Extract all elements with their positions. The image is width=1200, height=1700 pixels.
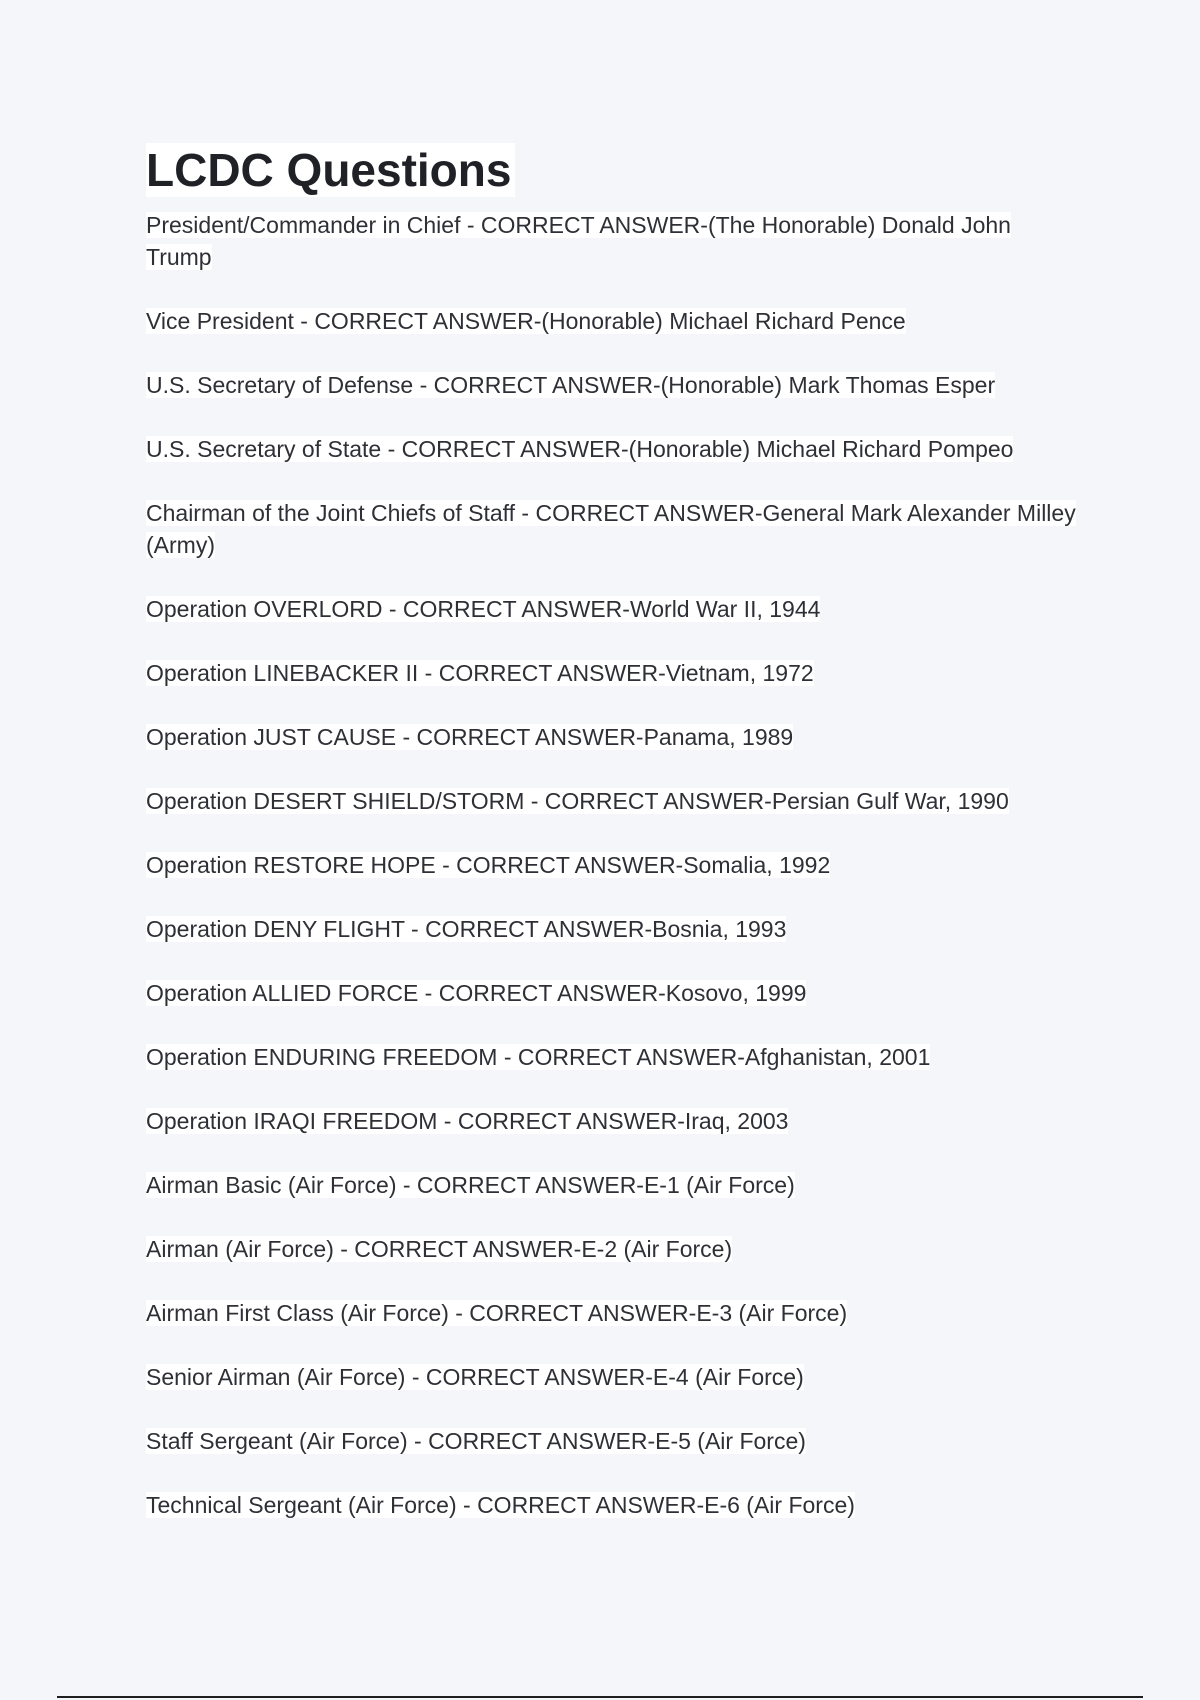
- page-divider: [57, 1696, 1143, 1698]
- qa-item: [146, 1425, 1076, 1457]
- qa-text: Operation OVERLORD - CORRECT ANSWER-World War II, 1944: [146, 596, 821, 622]
- qa-text: Operation IRAQI FREEDOM - CORRECT ANSWER-Iraq, 2003: [146, 1108, 789, 1134]
- qa-text: Operation RESTORE HOPE - CORRECT ANSWER-Somalia, 1992: [146, 852, 831, 878]
- qa-text: Airman Basic (Air Force) - CORRECT ANSWER-E-1 (Air Force): [146, 1172, 795, 1198]
- document-page: [146, 143, 1076, 1553]
- qa-item: [146, 721, 1076, 753]
- qa-item: [146, 209, 1076, 273]
- qa-text: Operation JUST CAUSE - CORRECT ANSWER-Panama, 1989: [146, 724, 794, 750]
- qa-item: [146, 1361, 1076, 1393]
- qa-item: [146, 1233, 1076, 1265]
- qa-text: Staff Sergeant (Air Force) - CORRECT ANSWER-E-5 (Air Force): [146, 1428, 806, 1454]
- qa-text: Technical Sergeant (Air Force) - CORRECT ANSWER-E-6 (Air Force): [146, 1492, 855, 1518]
- qa-text: President/Commander in Chief - CORRECT ANSWER-(The Honorable) Donald John Trump: [146, 212, 1011, 270]
- qa-text: U.S. Secretary of State - CORRECT ANSWER-(Honorable) Michael Richard Pompeo: [146, 436, 1014, 462]
- qa-text: Chairman of the Joint Chiefs of Staff - CORRECT ANSWER-General Mark Alexander Milley (Army): [146, 500, 1076, 558]
- qa-item: [146, 1041, 1076, 1073]
- qa-text: Vice President - CORRECT ANSWER-(Honorable) Michael Richard Pence: [146, 308, 906, 334]
- qa-item: [146, 497, 1076, 561]
- qa-text: Airman (Air Force) - CORRECT ANSWER-E-2 (Air Force): [146, 1236, 733, 1262]
- qa-text: Operation ENDURING FREEDOM - CORRECT ANSWER-Afghanistan, 2001: [146, 1044, 931, 1070]
- document-title: LCDC Questions: [146, 143, 515, 197]
- qa-text: Operation ALLIED FORCE - CORRECT ANSWER-Kosovo, 1999: [146, 980, 807, 1006]
- qa-item: [146, 977, 1076, 1009]
- qa-item: [146, 1105, 1076, 1137]
- qa-item: [146, 785, 1076, 817]
- qa-item: [146, 1489, 1076, 1521]
- qa-text: Operation DENY FLIGHT - CORRECT ANSWER-Bosnia, 1993: [146, 916, 787, 942]
- qa-text: Airman First Class (Air Force) - CORRECT ANSWER-E-3 (Air Force): [146, 1300, 848, 1326]
- qa-item: [146, 305, 1076, 337]
- qa-list: [146, 209, 1076, 1521]
- qa-text: Operation LINEBACKER II - CORRECT ANSWER-Vietnam, 1972: [146, 660, 814, 686]
- qa-item: [146, 593, 1076, 625]
- qa-item: [146, 913, 1076, 945]
- qa-item: [146, 369, 1076, 401]
- qa-item: [146, 1297, 1076, 1329]
- qa-text: U.S. Secretary of Defense - CORRECT ANSWER-(Honorable) Mark Thomas Esper: [146, 372, 996, 398]
- qa-item: [146, 849, 1076, 881]
- qa-item: [146, 657, 1076, 689]
- qa-text: Operation DESERT SHIELD/STORM - CORRECT ANSWER-Persian Gulf War, 1990: [146, 788, 1009, 814]
- qa-item: [146, 1169, 1076, 1201]
- qa-item: [146, 433, 1076, 465]
- qa-text: Senior Airman (Air Force) - CORRECT ANSWER-E-4 (Air Force): [146, 1364, 804, 1390]
